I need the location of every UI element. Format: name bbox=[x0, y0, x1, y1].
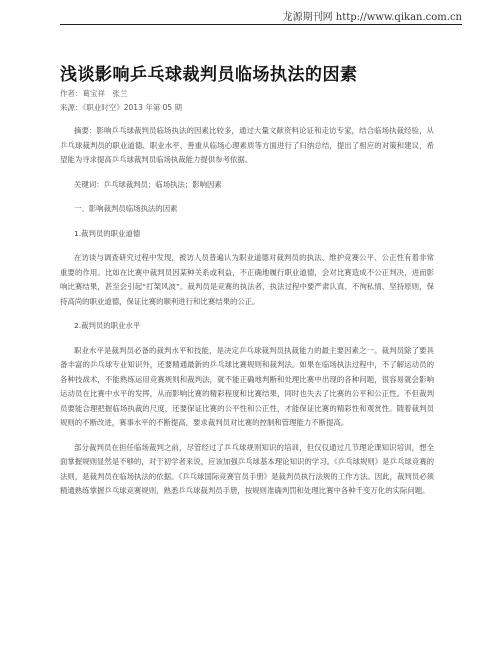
keywords: 关键词：乒乓球裁判员；临场执法；影响因素 bbox=[74, 179, 222, 189]
abstract: 摘要：影响乒乓球裁判员临场执法的因素比较多，通过大量文献资料论证和走访专家，结合临场执裁经验，从乒乓球裁判员的职业道德、职业水平、善重从临场心理素质等方面进行了归纳总结，提出了相应的对策和建议，希望能为寻求提高乒乓球裁判员临场执裁能力提供参考依据。 bbox=[60, 126, 434, 164]
article-body bbox=[60, 124, 434, 509]
header-divider bbox=[60, 24, 462, 25]
section-heading: 一、影响裁判员临场执法的因素 bbox=[74, 204, 178, 213]
article-source: 来源：《职业时空》2013 年第 05 期 bbox=[60, 103, 183, 112]
subsection-heading: 2.裁判员的职业水平 bbox=[74, 321, 141, 330]
article-author: 作者：葛宝祥 张兰 bbox=[60, 89, 128, 98]
paragraph: 在访谈与调查研究过程中发现，被访人员普遍认为职业道德对裁判员的执法、维护竞赛公平、公正性有着非常重要的作用。比如在比赛中裁判员因某种关系或利益，不正确地履行职业道德，会对比赛造成不公正判决，进而影响比赛结果，甚至会引起“打架风波”。裁判员是竞赛的执法者，执法过程中要严肃认真、不徇私情、坚持原则，保持高尚的职业道德，保证比赛的顺利进行和比赛结果的公正。 bbox=[60, 253, 434, 306]
article-title: 浅谈影响乒乓球裁判员临场执法的因素 bbox=[60, 65, 358, 85]
paragraph: 部分裁判员在担任临场裁判之前，尽管经过了乒乓球规则知识的培训，但仅仅通过几节理论课知识培训，想全面掌握规则显然是不够的，对于初学者来说，应该加强乒乓球基本理论知识的学习。《乒乓球规则》是乒乓球竞赛的法则，是裁判员在临场执法的依据。《乒乓球国际竞赛官员手册》是裁判员执行法规的工作方法。因此，裁判员必须精通熟练掌握乒乓球竞赛规则，熟悉乒乓球裁判员手册，按规则准确判罚和处理比赛中各种千变万化的实际问题。 bbox=[60, 442, 434, 495]
site-header: 龙源期刊网 http://www.qikan.com.cn bbox=[282, 12, 462, 23]
subsection-heading: 1.裁判员的职业道德 bbox=[74, 228, 141, 238]
paragraph: 职业水平是裁判员必备的裁判水平和技能，是决定乒乓球裁判员执裁能力的最主要因素之一。裁判员除了要具备丰富的乒乓球专业知识外，还要精通最新的乒乓球比赛规则和裁判法。如果在临场执法过程中，不了解运动员的各种技战术，不能熟练运用竞赛规则和裁判法，就不能正确地判断和处理比赛中出现的各种问题，很容易就会影响运动员在比赛中水平的发挥，从而影响比赛的精彩程度和比赛结果，同时也失去了比赛的公平和公正性。不但裁判员要能合理把握临场执裁的尺度，还要保证比赛的公平性和公正性，才能保证比赛的精彩性和观赏性。随着裁判员规则的不断改进，赛事水平的不断提高，要求裁判员对比赛的控制和管理能力不断提高。 bbox=[60, 345, 434, 427]
